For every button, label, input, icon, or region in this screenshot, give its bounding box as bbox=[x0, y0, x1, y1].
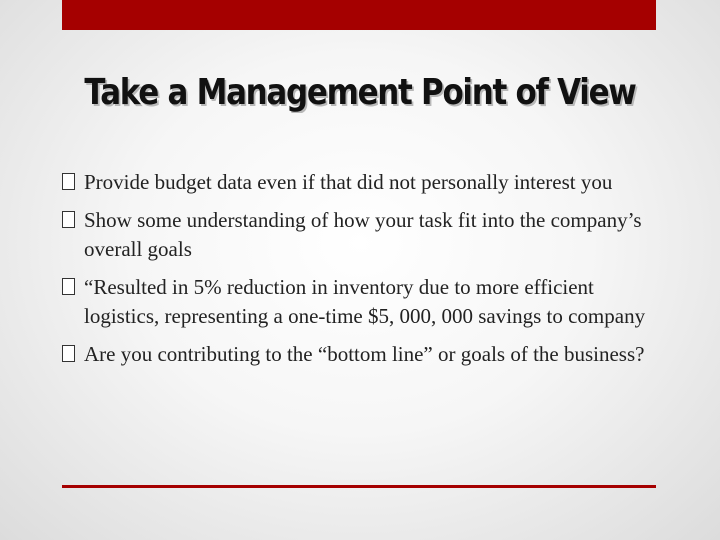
bullet-marker-icon bbox=[62, 345, 75, 362]
bullet-text: Are you contributing to the “bottom line” or goals of the business? bbox=[84, 342, 645, 366]
bullet-marker-icon bbox=[62, 211, 75, 228]
bullet-item bbox=[62, 273, 662, 331]
bullet-marker-icon bbox=[62, 173, 75, 190]
bullet-text: Show some understanding of how your task fit into the company’s overall goals bbox=[84, 208, 642, 261]
bullet-text: Provide budget data even if that did not personally interest you bbox=[84, 170, 613, 194]
bullet-item bbox=[62, 206, 662, 264]
bullet-marker-icon bbox=[62, 278, 75, 295]
slide-title: Take a Management Point of View bbox=[84, 72, 636, 113]
bullet-item bbox=[62, 340, 662, 369]
bullet-list bbox=[62, 168, 662, 378]
bullet-text: “Resulted in 5% reduction in inventory due to more efficient logistics, representing a one-time $5, 000, 000 savings to company bbox=[84, 275, 646, 328]
top-accent-bar bbox=[62, 0, 656, 30]
bottom-accent-line bbox=[62, 485, 656, 488]
bullet-item bbox=[62, 168, 662, 197]
